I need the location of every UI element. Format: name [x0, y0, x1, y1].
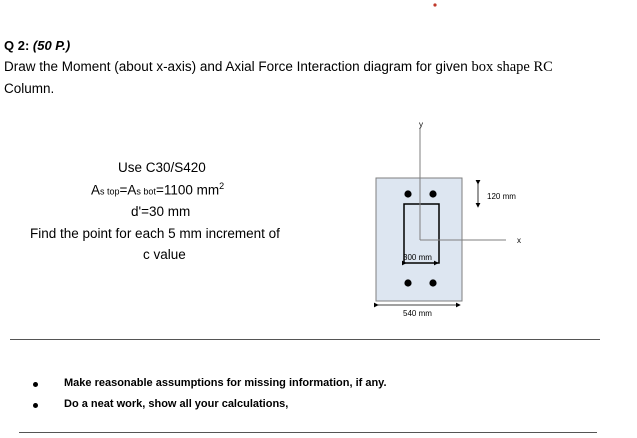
- rebar-bottom-left: [404, 279, 411, 286]
- section-width-label: 540 mm: [403, 309, 432, 318]
- increment-instruction-line2: c value: [143, 247, 186, 262]
- y-axis-label: y: [419, 120, 423, 129]
- question-points: (50 P.): [32, 38, 71, 53]
- question-text-line2: Column.: [4, 81, 55, 96]
- increment-instruction-line1: Find the point for each 5 mm increment of: [30, 226, 280, 241]
- as-bot-subscript: s bot: [136, 186, 156, 197]
- as-unit-exponent: 2: [219, 181, 225, 191]
- divider-top: [10, 339, 600, 340]
- question-text-part2: box shape RC: [471, 59, 553, 75]
- rebar-top-right: [429, 190, 436, 197]
- bullet-dot: [33, 382, 38, 387]
- red-dot-mark: [433, 3, 436, 6]
- rebar-top-left: [404, 190, 411, 197]
- as-equals: =A: [119, 182, 137, 198]
- as-top-subscript: s top: [100, 186, 120, 197]
- x-axis-label: x: [517, 236, 521, 245]
- cover-spec: d'=30 mm: [131, 204, 191, 219]
- material-spec: Use C30/S420: [118, 160, 206, 175]
- question-text-part1: Draw the Moment (about x-axis) and Axial Force Interaction diagram for given: [4, 59, 472, 74]
- hollow-width-label: 300 mm: [403, 253, 432, 262]
- rebar-bottom-right: [429, 279, 436, 286]
- note-item: Do a neat work, show all your calculations,: [64, 398, 289, 410]
- divider-bottom: [19, 432, 597, 433]
- note-item: Make reasonable assumptions for missing information, if any.: [64, 377, 387, 389]
- question-number: Q 2:: [4, 38, 33, 53]
- as-value: =1100 mm: [155, 182, 220, 198]
- height-dim-label: 120 mm: [487, 192, 516, 201]
- as-symbol: A: [91, 182, 101, 198]
- bullet-dot: [33, 403, 38, 408]
